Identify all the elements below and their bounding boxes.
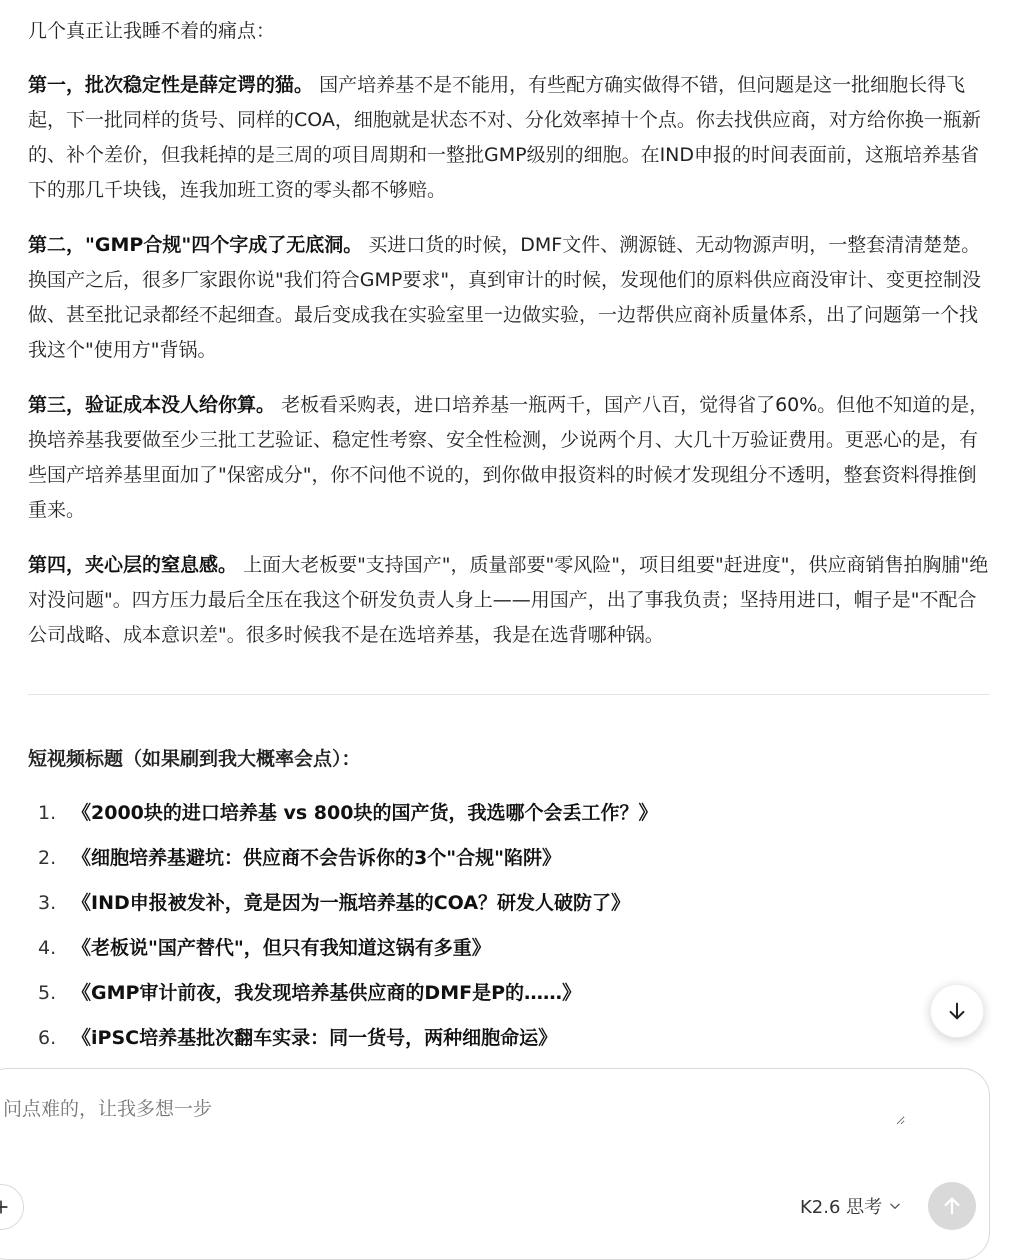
pain-point-2-body: 买进口货的时候，DMF文件、溯源链、无动物源声明，一整套清清楚楚。换国产之后，很多厂家跟你说"我们符合GMP要求"，真到审计的时候，发现他们的原料供应商没审计、变更控制没做、甚至批记录都经不起细查。最后变成我在实验室里一边做实验，一边帮供应商补质量体系，出了问题第一个找我这个"使用方"背锅。 [28,234,982,361]
list-text: 《GMP审计前夜，我发现培养基供应商的DMF是P的……》 [72,982,582,1004]
list-text: 《细胞培养基避坑：供应商不会告诉你的3个"合规"陷阱》 [72,847,562,869]
pain-point-4-title: 第四，夹心层的窒息感。 [28,554,238,576]
divider [28,694,990,695]
pain-point-3 [28,388,990,528]
pain-point-1-title: 第一，批次稳定性是薛定谔的猫。 [28,74,314,96]
section-title: 短视频标题（如果刷到我大概率会点）： [28,748,361,770]
composer [0,1068,990,1260]
list-number: 5. [38,982,57,1004]
pain-point-2-title: 第二，"GMP合规"四个字成了无底洞。 [28,234,363,256]
pain-point-1-body: 国产培养基不是不能用，有些配方确实做得不错，但问题是这一批细胞长得飞起，下一批同样的货号、同样的COA，细胞就是状态不对、分化效率掉十个点。你去找供应商，对方给你换一瓶新的、补个差价，但我耗掉的是三周的项目周期和一整批GMP级别的细胞。在IND申报的时间表面前，这瓶培养基省下的那几千块钱，连我加班工资的零头都不够赔。 [28,74,981,201]
send-button[interactable] [928,1182,976,1230]
list-number: 6. [38,1027,57,1049]
list-item [28,796,990,841]
plus-icon [0,1197,11,1217]
list-item [28,1021,990,1066]
list-number: 1. [38,802,57,824]
list-number: 2. [38,847,57,869]
list-number: 3. [38,892,57,914]
pain-point-1 [28,68,990,208]
pain-point-3-body: 老板看采购表，进口培养基一瓶两千，国产八百，觉得省了60%。但他不知道的是，换培养基我要做至少三批工艺验证、稳定性考察、安全性检测，少说两个月、大几十万验证费用。更恶心的是，有些国产培养基里面加了"保密成分"，你不问他不说的，到你做申报资料的时候才发现组分不透明，整套资料得推倒重来。 [28,394,989,521]
pain-point-4-body: 上面大老板要"支持国产"，质量部要"零风险"，项目组要"赶进度"，供应商销售拍胸脯"绝对没问题"。四方压力最后全压在我这个研发负责人身上——用国产，出了事我负责；坚持用进口，帽子是"不配合公司战略、成本意识差"。很多时候我不是在选培养基，我是在选背哪种锅。 [28,554,989,646]
pain-point-4 [28,548,990,653]
scroll-to-bottom-button[interactable] [930,984,984,1038]
list-text: 《老板说"国产替代"，但只有我知道这锅有多重》 [72,937,491,959]
pain-point-2 [28,228,990,368]
list-text: 《IND申报被发补，竟是因为一瓶培养基的COA？研发人破防了》 [72,892,631,914]
arrow-up-icon [941,1195,963,1217]
video-title-list [28,796,990,1066]
pain-point-3-title: 第三，验证成本没人给你算。 [28,394,276,416]
list-item [28,841,990,886]
list-item [28,931,990,976]
message-input[interactable] [1,1093,905,1125]
list-item [28,886,990,931]
arrow-down-icon [946,1000,968,1022]
list-text: 《2000块的进口培养基 vs 800块的国产货，我选哪个会丢工作？》 [72,802,658,824]
chevron-down-icon [888,1199,902,1213]
list-number: 4. [38,937,57,959]
list-text: 《iPSC培养基批次翻车实录：同一货号，两种细胞命运》 [72,1027,558,1049]
list-item [28,976,990,1021]
model-selector[interactable] [800,1192,902,1220]
intro-text: 几个真正让我睡不着的痛点： [28,20,276,42]
model-label: K2.6 思考 [800,1197,883,1218]
